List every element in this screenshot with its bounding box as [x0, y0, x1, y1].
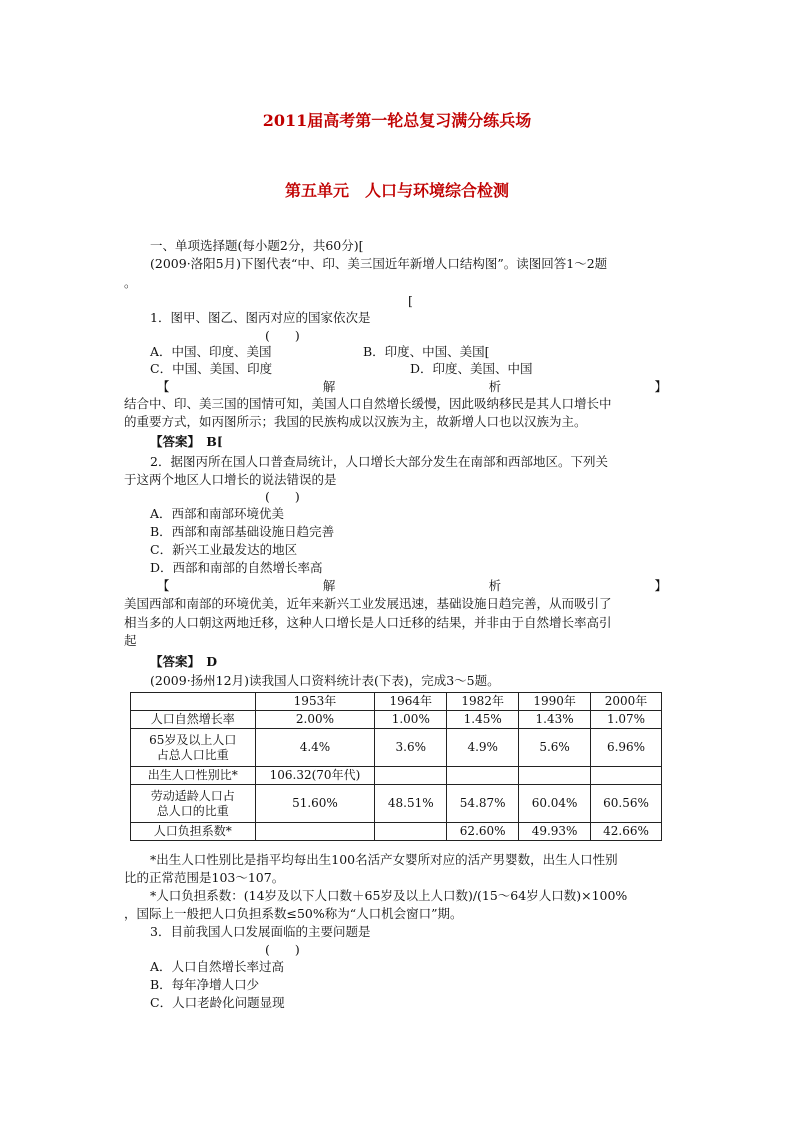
- row-label: 出生人口性别比*: [131, 767, 256, 785]
- table-row: [131, 823, 662, 841]
- analysis-text: 美国西部和南部的环境优美，近年来新兴工业发展迅速，基础设施日趋完善，从而吸引了: [124, 596, 612, 611]
- table-header-cell: 2000年: [591, 693, 662, 711]
- answer-paren: ( ): [265, 942, 300, 957]
- table-cell: 106.32(70年代): [255, 767, 375, 785]
- table-cell: 1.43%: [519, 711, 591, 729]
- table-header-cell: [131, 693, 256, 711]
- analysis-text: 相当多的人口朝这两地迁移，这种人口增长是人口迁移的结果，并非由于自然增长率高引: [124, 615, 612, 630]
- row-label: 人口负担系数*: [131, 823, 256, 841]
- table-cell: 3.6%: [375, 729, 447, 767]
- analysis-heading: 【 解 析 】: [157, 578, 667, 593]
- table-row: [131, 767, 662, 785]
- option-b: B．印度、中国、美国[: [363, 344, 490, 359]
- option-b: B．每年净增人口少: [150, 977, 260, 992]
- option-a: A．西部和南部环境优美: [150, 506, 285, 521]
- table-cell: 4.9%: [447, 729, 519, 767]
- row-label: 人口自然增长率: [131, 711, 256, 729]
- unit-title: 第五单元 人口与环境综合检测: [284, 181, 509, 200]
- table-cell: [591, 767, 662, 785]
- table-intro: (2009·扬州12月)读我国人口资料统计表(下表)，完成3～5题。: [150, 673, 500, 688]
- table-cell: 60.56%: [591, 785, 662, 823]
- option-c: C．新兴工业最发达的地区: [150, 542, 298, 557]
- document-title: 2011届高考第一轮总复习满分练兵场: [262, 111, 532, 130]
- table-cell: [255, 823, 375, 841]
- analysis-heading: 【 解 析 】: [157, 379, 667, 394]
- footnote-2: *人口负担系数：(14岁及以下人口数＋65岁及以上人口数)/(15～64岁人口数)×100%: [150, 888, 628, 903]
- analysis-text: 起: [124, 633, 137, 648]
- table-cell: 5.6%: [519, 729, 591, 767]
- table-cell: 49.93%: [519, 823, 591, 841]
- question-1: 1．图甲、图乙、图丙对应的国家依次是: [150, 310, 371, 325]
- section-heading: 一、单项选择题(每小题2分，共60分)[: [150, 238, 364, 253]
- table-cell: 6.96%: [591, 729, 662, 767]
- option-c: C．中国、美国、印度: [150, 361, 273, 376]
- answer-paren: ( ): [265, 328, 300, 343]
- row-label: 65岁及以上人口 占总人口比重: [131, 729, 256, 767]
- intro-line-end: 。: [124, 275, 137, 290]
- table-header-cell: 1982年: [447, 693, 519, 711]
- stray-bracket: [: [408, 293, 413, 308]
- table-cell: 60.04%: [519, 785, 591, 823]
- table-cell: 1.07%: [591, 711, 662, 729]
- table-cell: 51.60%: [255, 785, 375, 823]
- option-a: A．中国、印度、美国: [150, 344, 272, 359]
- table-header-row: [131, 693, 662, 711]
- table-cell: 48.51%: [375, 785, 447, 823]
- table-row: [131, 785, 662, 823]
- option-d: D．西部和南部的自然增长率高: [150, 560, 323, 575]
- table-header-cell: 1953年: [255, 693, 375, 711]
- table-cell: 2.00%: [255, 711, 375, 729]
- footnote-1: *出生人口性别比是指平均每出生100名活产女婴所对应的活产男婴数，出生人口性别: [150, 852, 618, 867]
- question-2: 2．据图丙所在国人口普查局统计，人口增长大部分发生在南部和西部地区。下列关: [150, 454, 608, 469]
- intro-line: (2009·洛阳5月)下图代表“中、印、美三国近年新增人口结构图”。读图回答1～2题: [150, 256, 608, 271]
- analysis-text: 结合中、印、美三国的国情可知，美国人口自然增长缓慢，因此吸纳移民是其人口增长中: [124, 396, 612, 411]
- analysis-text: 的重要方式，如丙图所示；我国的民族构成以汉族为主，故新增人口也以汉族为主。: [124, 414, 587, 429]
- table-cell: 1.45%: [447, 711, 519, 729]
- answer-label: 【答案】 B[: [150, 434, 223, 449]
- table-cell: 4.4%: [255, 729, 375, 767]
- footnote-1-cont: 比的正常范围是103～107。: [124, 870, 285, 885]
- table-cell: [375, 823, 447, 841]
- option-d: D．印度、美国、中国: [410, 361, 533, 376]
- table-cell: 62.60%: [447, 823, 519, 841]
- table-cell: [519, 767, 591, 785]
- table-row: [131, 711, 662, 729]
- table-header-cell: 1990年: [519, 693, 591, 711]
- table-cell: [375, 767, 447, 785]
- table-cell: 1.00%: [375, 711, 447, 729]
- answer-label: 【答案】 D: [150, 654, 218, 669]
- option-c: C．人口老龄化问题显现: [150, 995, 285, 1010]
- table-cell: 54.87%: [447, 785, 519, 823]
- question-3: 3．目前我国人口发展面临的主要问题是: [150, 924, 371, 939]
- table-cell: 42.66%: [591, 823, 662, 841]
- table-header-cell: 1964年: [375, 693, 447, 711]
- table-row: [131, 729, 662, 767]
- population-table: [130, 692, 662, 841]
- row-label: 劳动适龄人口占 总人口的比重: [131, 785, 256, 823]
- table-cell: [447, 767, 519, 785]
- question-2-cont: 于这两个地区人口增长的说法错误的是: [124, 472, 337, 487]
- footnote-2-cont: ，国际上一般把人口负担系数≤50%称为“人口机会窗口”期。: [124, 906, 463, 921]
- option-a: A．人口自然增长率过高: [150, 959, 285, 974]
- option-b: B．西部和南部基础设施日趋完善: [150, 524, 335, 539]
- answer-paren: ( ): [265, 489, 300, 504]
